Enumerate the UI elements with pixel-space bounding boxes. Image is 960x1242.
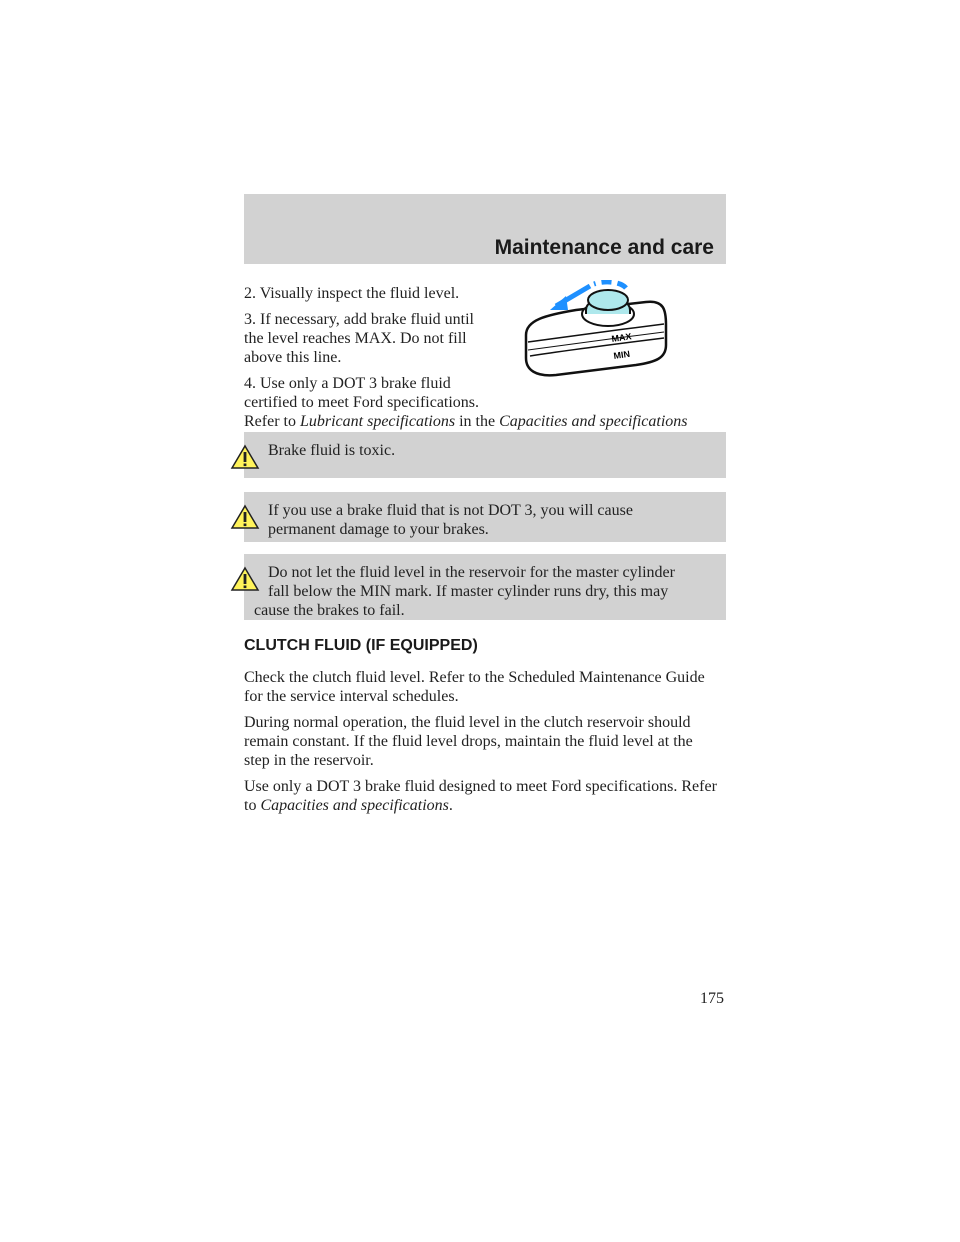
clutch-fluid-heading: CLUTCH FLUID (IF EQUIPPED) [244,637,478,654]
period-text: . [448,797,453,814]
warning-triangle-icon [230,444,260,470]
section-header-band [244,194,726,264]
refer-to-text: Refer to [244,413,300,430]
warning-triangle-icon [230,566,260,592]
warning-text-min-line-1: Do not let the fluid level in the reservoir for the master cylinder [268,564,675,581]
page-number: 175 [700,990,724,1007]
clutch-para-3-line-1: Use only a DOT 3 brake fluid designed to meet Ford specifications. Refer [244,778,717,795]
step-2: 2. Visually inspect the fluid level. [244,285,460,302]
clutch-para-3-line-2 [244,796,726,815]
section-title: Maintenance and care [494,236,714,259]
lubricant-specifications-ref: Lubricant specifications [299,413,456,430]
step-4-line-1: 4. Use only a DOT 3 brake fluid [244,375,451,392]
step-4-line-3 [244,412,726,431]
clutch-para-2-line-1: During normal operation, the fluid level in the clutch reservoir should [244,714,691,731]
step-4-line-2: certified to meet Ford specifications. [244,394,480,411]
clutch-para-2-line-2: remain constant. If the fluid level drops, maintain the fluid level at the [244,733,693,750]
capacities-specifications-ref: Capacities and specifications [260,797,449,814]
warning-box-toxic [244,432,726,478]
clutch-para-2-line-3: step in the reservoir. [244,752,374,769]
warning-box-min-level [244,554,726,620]
warning-text-min-line-2: fall below the MIN mark. If master cylinder runs dry, this may [268,583,669,600]
brake-reservoir-illustration [516,280,676,380]
warning-text-min-line-3: cause the brakes to fail. [254,602,405,619]
to-text: to [244,797,261,814]
in-the-text: in the [455,413,500,430]
warning-text-dot3-line-2: permanent damage to your brakes. [268,521,489,538]
step-3-line-1: 3. If necessary, add brake fluid until [244,311,474,328]
min-mark-label: MIN [612,348,631,361]
clutch-para-1-line-2: for the service interval schedules. [244,688,459,705]
warning-text-dot3-line-1: If you use a brake fluid that is not DOT 3, you will cause [268,502,633,519]
step-3-line-3: above this line. [244,349,342,366]
step-3-line-2: the level reaches MAX. Do not fill [244,330,467,347]
warning-box-dot3 [244,492,726,542]
warning-triangle-icon [230,504,260,530]
max-mark-label: MAX [610,331,633,344]
clutch-para-1-line-1: Check the clutch fluid level. Refer to the Scheduled Maintenance Guide [244,669,705,686]
capacities-specifications-ref: Capacities and specifications [499,413,688,430]
warning-text-toxic: Brake fluid is toxic. [268,442,396,459]
